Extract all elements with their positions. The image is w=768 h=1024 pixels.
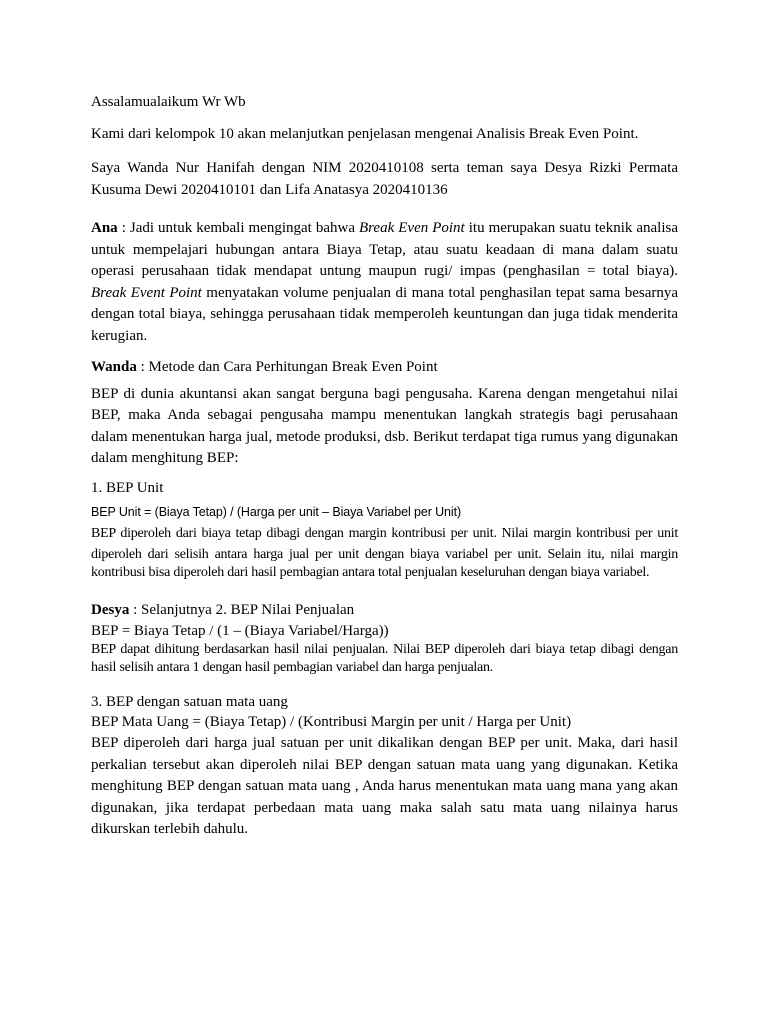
desya-formula: BEP = Biaya Tetap / (1 – (Biaya Variabel/Harga)) [91,623,389,639]
speaker-ana: Ana [91,220,118,236]
ana-line: kerugian. [91,328,148,344]
wanda-paragraph: Wanda : Metode dan Cara Perhitungan Break Even Point [91,359,438,375]
bep-intro-line: BEP, maka Anda sebagai pengusaha mampu menentukan langkah strategis bagi perusahaan [91,407,678,423]
item1-heading: 1. BEP Unit [91,480,164,496]
bep-intro-line: BEP di dunia akuntansi akan sangat berguna bagi pengusaha. Karena dengan mengetahui nilai [91,386,678,402]
item3-desc-line: menghitung BEP dengan satuan mata uang , Anda harus menentukan mata uang mana yang akan [91,778,678,794]
item3-formula: BEP Mata Uang = (Biaya Tetap) / (Kontribusi Margin per unit / Harga per Unit) [91,714,572,730]
bep-intro-line: dalam menghitung BEP: [91,450,239,466]
bep-intro-line: dalam menentukan harga jual, metode produksi, dsb. Berikut terdapat tiga rumus yang digunakan [91,429,678,445]
item3-desc-line: digunakan, jika terdapat perbedaan mata uang maka salah satu mata uang nilainya harus [91,800,678,816]
members-line: Saya Wanda Nur Hanifah dengan NIM 2020410108 serta teman saya Desya Rizki Permata [91,160,678,176]
item1-formula: BEP Unit = (Biaya Tetap) / (Harga per unit – Biaya Variabel per Unit) [91,505,462,519]
greeting: Assalamualaikum Wr Wb [91,94,246,110]
ana-line: operasi perusahaan tidak mendapat untung maupun rugi/ impas (penghasilan = total biaya). [91,263,678,279]
item3-desc-line: BEP diperoleh dari harga jual satuan per unit dikalikan dengan BEP per unit. Maka, dari hasil [91,735,678,751]
item1-desc-line: diperoleh dari selisih antara harga jual per unit dengan biaya variabel per unit. Selain itu, nilai margin [91,547,678,562]
term-break-event-point: Break Event Point [91,285,202,301]
item3-heading: 3. BEP dengan satuan mata uang [91,694,288,710]
members-line: Kusuma Dewi 2020410101 dan Lifa Anatasya 2020410136 [91,182,448,198]
desya-desc-line: BEP dapat dihitung berdasarkan hasil nilai penjualan. Nilai BEP diperoleh dari biaya tetap dibagi dengan [91,642,678,657]
ana-line: untuk mempelajari hubungan antara Biaya Tetap, atau suatu keadaan di mana dalam suatu [91,242,678,258]
desya-desc-line: hasil selisih antara 1 dengan hasil pembagian variabel dan harga penjualan. [91,660,494,675]
speaker-desya: Desya [91,602,130,618]
intro-paragraph: Kami dari kelompok 10 akan melanjutkan penjelasan mengenai Analisis Break Even Point. [91,126,639,142]
item3-desc-line: perkalian tersebut akan diperoleh nilai BEP dengan satuan mata uang yang digunakan. Ketika [91,757,678,773]
ana-line: Ana : Jadi untuk kembali mengingat bahwa Break Even Point itu merupakan suatu teknik analisa [91,220,679,236]
speaker-wanda: Wanda [91,359,137,375]
item3-desc-line: dikurskan terlebih dahulu. [91,821,249,837]
term-break-even-point: Break Even Point [358,220,465,236]
desya-paragraph: Desya : Selanjutnya 2. BEP Nilai Penjualan [91,602,355,618]
item1-desc-line: BEP diperoleh dari biaya tetap dibagi dengan margin kontribusi per unit. Nilai margin kontribusi per unit [91,526,678,541]
item1-desc-line: kontribusi bisa diperoleh dari hasil pembagian antara total penjualan keseluruhan dengan biaya variabel. [91,565,650,580]
ana-line: dengan total biaya, sehingga perusahaan tidak memperoleh keuntungan dan juga tidak menderita [91,306,678,322]
ana-line: Break Event Point menyatakan volume penjualan di mana total penghasilan tepat sama besarnya [91,285,679,301]
